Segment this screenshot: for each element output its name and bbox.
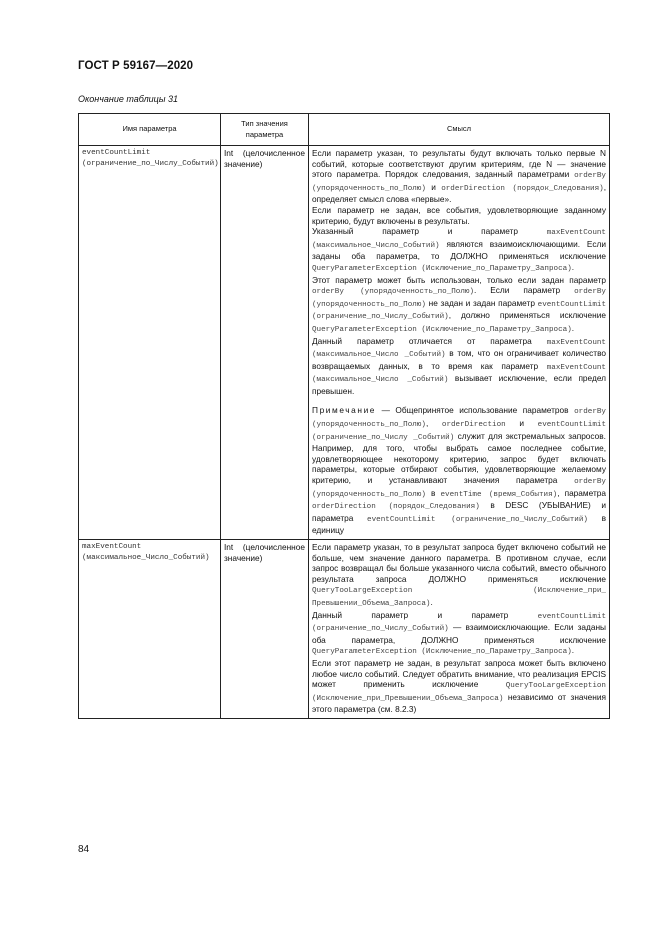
code-identifier: QueryParameterException (Исключение_по_Параметру_Запроса) <box>312 264 572 273</box>
code-identifier: orderDirection (порядок_Следования) <box>312 503 480 512</box>
code-identifier: eventCountLimit (ограничение_по_Числу_Событий) <box>312 300 606 322</box>
code-identifier: orderBy (упорядоченность_по_Полю) <box>312 408 606 430</box>
meaning-paragraph: Этот параметр может быть использован, только если задан параметр orderBy (упорядоченность_по_Полю). Если параметр orderBy (упорядоченность_по_Полю) не задан и задан параметр eventCountLimit (ограничение_по_Числу_Событий), должно применяться исключение QueryParameterException (Исключение_по_Параметру_Запроса). <box>312 274 606 334</box>
code-identifier: orderBy (упорядоченность_по_Полю) <box>312 288 606 309</box>
code-identifier: maxEventCount (максимальное_Число _Событий) <box>312 363 606 385</box>
code-identifier: orderBy (упорядоченность_по_Полю) <box>312 172 606 193</box>
code-identifier: eventCountLimit (ограничение_по_Числу_Событий) <box>367 515 588 524</box>
code-identifier: maxEventCount (максимальное_Число_Событий) <box>312 229 606 250</box>
param-type-cell: Int (целочисленное значение) <box>221 540 309 719</box>
meaning-paragraph: Если этот параметр не задан, в результат запроса может быть включено любое число событий. Следует обратить внимание, что реализация EPCIS может применить исключение QueryTooLargeException (Исключение_при_Превышении_Объема_Запроса) независимо от значения этого параметра (см. 8.2.3) <box>312 657 606 715</box>
code-identifier: eventCountLimit (ограничение_по_Числу _Событий) <box>312 421 606 442</box>
code-identifier: eventTime (время_События) <box>440 490 558 499</box>
meaning-paragraph: Указанный параметр и параметр maxEventCount (максимальное_Число_Событий) являются взаимоисключающими. Если заданы оба параметра, то ДОЛЖНО применяться исключение QueryParameterException (Исключение_по_Параметру_Запроса). <box>312 226 606 273</box>
code-identifier: QueryTooLargeException (Исключение_при_Превышении_Объема_Запроса) <box>312 682 606 703</box>
code-identifier: QueryParameterException (Исключение_по_Параметру_Запроса) <box>312 325 572 334</box>
code-identifier: orderDirection <box>441 421 506 430</box>
column-header-meaning: Смысл <box>309 114 610 146</box>
table-row <box>79 146 610 540</box>
meaning-paragraph: Если параметр указан, то результаты будут включать только первые N событий, которые соответствуют другим критериям, где N — значение этого параметра. Порядок следования, заданный параметрами orderBy (упорядоченность_по_Полю) и orderDirection (порядок_Следования), определяет смысл слова «первые». <box>312 148 606 205</box>
meaning-paragraph: Данный параметр и параметр eventCountLimit (ограничение_по_Числу_Событий) — взаимоисключающие. Если заданы оба параметра, ДОЛЖНО применяться исключение QueryParameterException (Исключение_по_Параметру_Запроса). <box>312 609 606 657</box>
note-paragraph: Примечание — Общепринятое использование параметров orderBy (упорядоченность_по_Полю), orderDirection и eventCountLimit (ограничение_по_Числу _Событий) служит для экстремальных запросов. Например, для того, чтобы выбрать самое последнее событие, удовлетворяющее некоторому критерию, запрос будет включать параметры, которые отбирают события, удовлетворяющие желаемому критерию, и устанавливают значения параметра orderBy (упорядоченность_по_Полю) в eventTime (время_События), параметра orderDirection (порядок_Следования) в DESC (УБЫВАНИЕ) и параметра eventCountLimit (ограничение_по_Числу_Событий) в единицу <box>312 405 606 536</box>
table-header-row <box>79 114 610 146</box>
column-header-type: Тип значения параметра <box>221 114 309 146</box>
param-type-cell: Int (целочисленное значение) <box>221 146 309 540</box>
code-identifier: orderDirection (порядок_Следования) <box>441 184 604 193</box>
column-header-name: Имя параметра <box>79 114 221 146</box>
note-label: Примечание <box>312 405 377 416</box>
code-identifier: orderBy (упорядоченность_по_Полю) <box>312 288 475 297</box>
table-row <box>79 540 610 719</box>
code-identifier: orderBy (упорядоченность_по_Полю) <box>312 478 606 499</box>
param-meaning-cell <box>309 540 610 719</box>
code-identifier: QueryParameterException (Исключение_по_Параметру_Запроса) <box>312 648 572 657</box>
page-number: 84 <box>78 844 90 855</box>
param-name-cell: maxEventCount (максимальное_Число_Событий) <box>79 540 221 719</box>
meaning-paragraph: Если параметр указан, то в результат запроса будет включено событий не больше, чем значение данного параметра. В противном случае, если запрос возвращал бы больше указанного числа событий, вместо обычного результата запроса ДОЛЖНО применяться исключение QueryTooLargeException (Исключение_при_ Превышении_Объема_Запроса). <box>312 542 606 608</box>
code-identifier: eventCountLimit (ограничение_по_Числу_Событий) <box>312 612 606 634</box>
param-meaning-cell <box>309 146 610 540</box>
meaning-paragraph: Данный параметр отличается от параметра maxEventCount (максимальное_Число _Событий) в том, что он ограничивает количество возвращаемых данных, в то время как параметр maxEventCount (максимальное_Число _Событий) вызывает исключение, если предел превышен. <box>312 335 607 396</box>
meaning-paragraph: Если параметр не задан, все события, удовлетворяющие заданному критерию, будут включены в результаты. <box>312 204 606 226</box>
document-header: ГОСТ Р 59167—2020 <box>78 60 194 72</box>
code-identifier: maxEventCount (максимальное_Число _Событий) <box>312 338 606 360</box>
parameters-table <box>78 113 610 719</box>
param-name-cell: eventCountLimit (ограничение_по_Числу_Событий) <box>79 146 221 540</box>
table-caption: Окончание таблицы 31 <box>78 94 178 104</box>
code-identifier: QueryTooLargeException (Исключение_при_ Превышении_Объема_Запроса) <box>312 587 606 608</box>
